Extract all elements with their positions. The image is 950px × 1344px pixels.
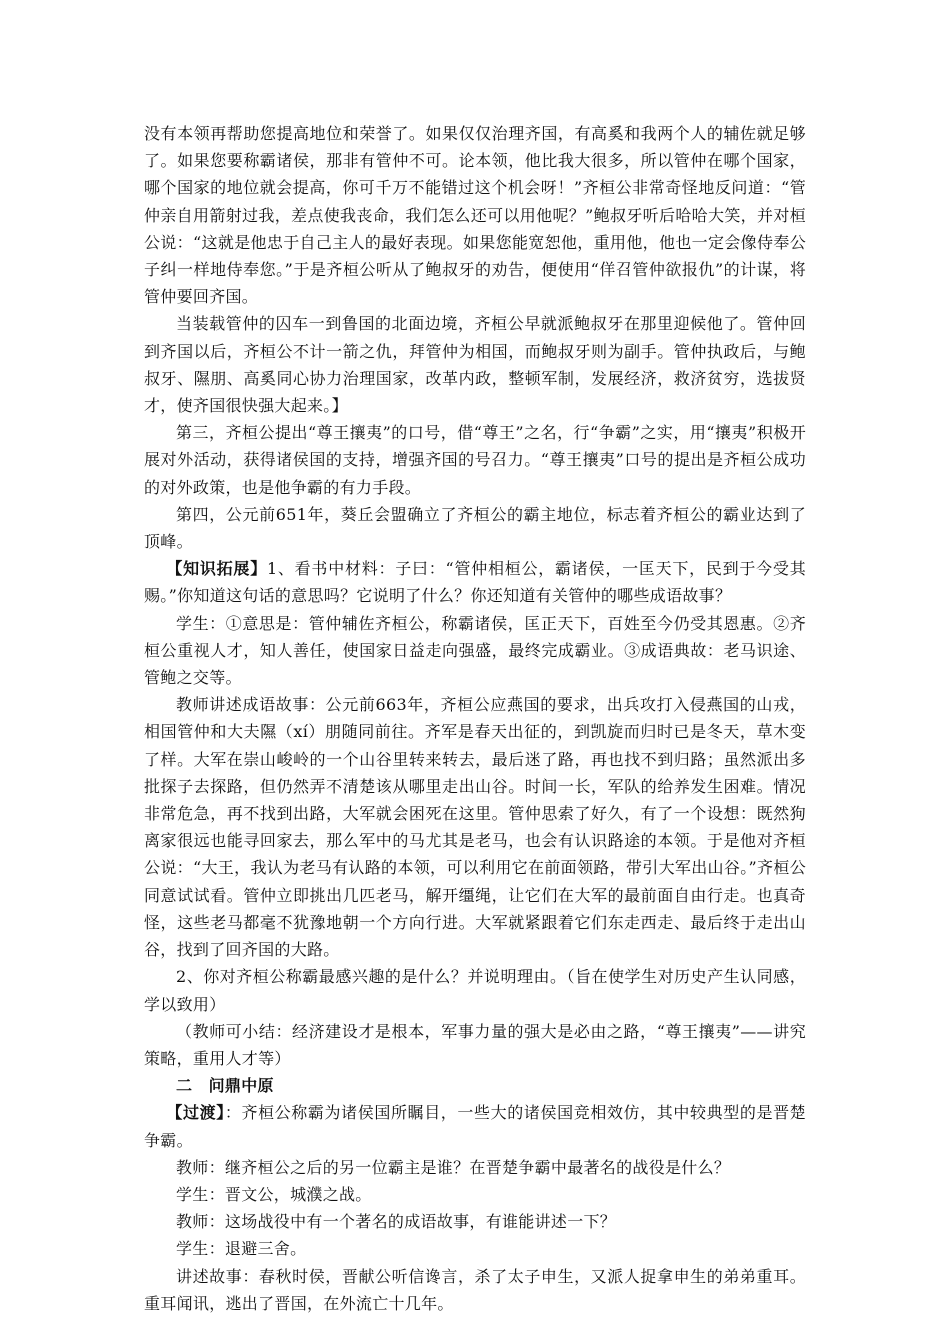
paragraph-2: 当装载管仲的囚车一到鲁国的北面边境，齐桓公早就派鲍叔牙在那里迎候他了。管仲回到齐国以后，齐桓公不计一箭之仇，拜管仲为相国，而鲍叔牙则为副手。管仲执政后，与鲍叔牙、隰朋、高奚同心协力治理国家，改革内政，整顿军制，发展经济，救济贫穷，选拔贤才，使齐国很快强大起来。】 — [144, 314, 806, 416]
transition-text: ：齐桓公称霸为诸侯国所瞩目，一些大的诸侯国竞相效仿，其中较典型的是晋楚争霸。 — [144, 1103, 806, 1150]
paragraph-student-reply-1: 学生：晋文公，城濮之战。 — [176, 1184, 372, 1204]
knowledge-extension-text: 1、看书中材料：子曰：“管仲相桓公，霸诸侯，一匡天下，民到于今受其赐。”你知道这句话的意思吗？它说明了什么？你还知道有关管仲的哪些成语故事？ — [144, 559, 806, 606]
paragraph-question-2: 2、你对齐桓公称霸最感兴趣的是什么？并说明理由。（旨在使学生对历史产生认同感，学以致用） — [144, 967, 806, 1014]
paragraph-teacher-summary: （教师可小结：经济建设才是根本，军事力量的强大是必由之路，“尊王攘夷”——讲究策略，重用人才等） — [144, 1021, 806, 1068]
paragraph-knowledge-extension — [144, 555, 806, 609]
knowledge-extension-label: 【知识拓展】 — [166, 559, 267, 579]
paragraph-student-answer: 学生：①意思是：管仲辅佐齐桓公，称霸诸侯，匡正天下，百姓至今仍受其恩惠。②齐桓公重视人才，知人善任，使国家日益走向强盛，最终完成霸业。③成语典故：老马识途、管鲍之交等。 — [144, 613, 806, 688]
paragraph-student-reply-2: 学生：退避三舍。 — [176, 1239, 307, 1259]
paragraph-3: 第三，齐桓公提出“尊王攘夷”的口号，借“尊王”之名，行“争霸”之实，用“攘夷”积极开展对外活动，获得诸侯国的支持，增强齐国的号召力。“尊王攘夷”口号的提出是齐桓公成功的对外政策，也是他争霸的有力手段。 — [144, 423, 806, 497]
transition-label: 【过渡】 — [166, 1103, 225, 1123]
section-heading: 二 问鼎中原 — [176, 1076, 274, 1096]
paragraph-4: 第四，公元前651年，葵丘会盟确立了齐桓公的霸主地位，标志着齐桓公的霸业达到了顶峰。 — [144, 504, 806, 552]
paragraph-teacher-question: 教师：继齐桓公之后的另一位霸主是谁？在晋楚争霸中最著名的战役是什么？ — [176, 1157, 731, 1177]
paragraph-story: 讲述故事：春秋时侯，晋献公听信谗言，杀了太子申生，又派人捉拿申生的弟弟重耳。重耳闻讯，逃出了晋国，在外流亡十几年。 — [144, 1266, 806, 1313]
paragraph-idiom-story: 教师讲述成语故事：公元前663年，齐桓公应燕国的要求，出兵攻打入侵燕国的山戎，相国管仲和大夫隰（xí）朋随同前往。齐军是春天出征的，到凯旋而归时已是冬天，草木变了样。大军在崇山峻岭的一个山谷里转来转去，最后迷了路，再也找不到归路；虽然派出多批探子去探路，但仍然弄不清楚该从哪里走出山谷。时间一长，军队的给养发生困难。情况非常危急，再不找到出路，大军就会困死在这里。管仲思索了好久，有了一个设想：既然狗离家很远也能寻回家去，那么军中的马尤其是老马，也会有认识路途的本领。于是他对齐桓公说：“大王，我认为老马有认路的本领，可以利用它在前面领路，带引大军出山谷。”齐桓公同意试试看。管仲立即挑出几匹老马，解开缰绳，让它们在大军的最前面自由行走。也真奇怪，这些老马都毫不犹豫地朝一个方向行进。大军就紧跟着它们东走西走、最后终于走出山谷，找到了回齐国的大路。 — [144, 695, 806, 960]
paragraph-transition — [144, 1099, 806, 1153]
document-page — [144, 120, 806, 1317]
paragraph-1: 没有本领再帮助您提高地位和荣誉了。如果仅仅治理齐国，有高奚和我两个人的辅佐就足够了。如果您要称霸诸侯，那非有管仲不可。论本领，他比我大很多，所以管仲在哪个国家，哪个国家的地位就会提高，你可千万不能错过这个机会呀！”齐桓公非常奇怪地反问道：“管仲亲自用箭射过我，差点使我丧命，我们怎么还可以用他呢？”鲍叔牙听后哈哈大笑，并对桓公说：“这就是他忠于自己主人的最好表现。如果您能宽恕他，重用他，他也一定会像侍奉公子纠一样地侍奉您。”于是齐桓公听从了鲍叔牙的劝告，便使用“佯召管仲欲报仇”的计谋，将管仲要回齐国。 — [144, 124, 806, 307]
paragraph-teacher-prompt: 教师：这场战役中有一个著名的成语故事，有谁能讲述一下？ — [176, 1212, 617, 1232]
